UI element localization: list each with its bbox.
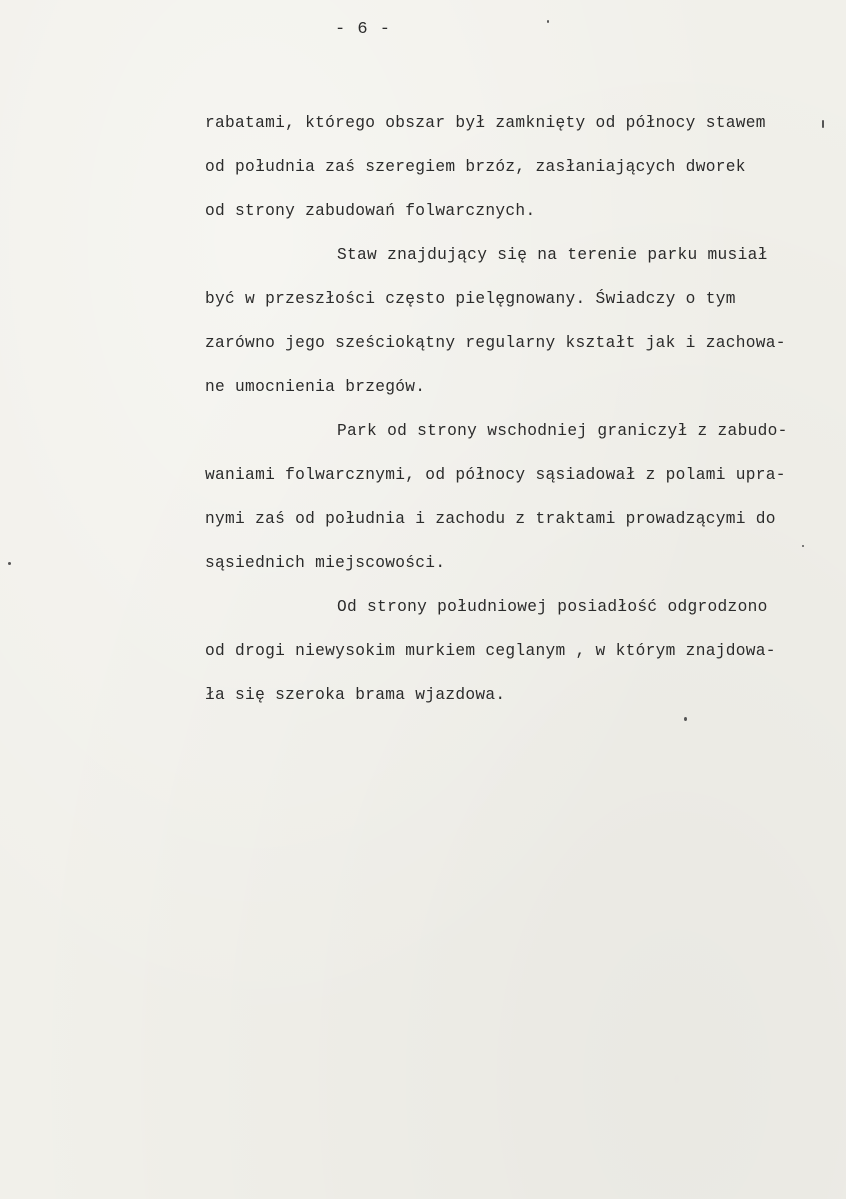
paper-speck xyxy=(547,20,549,23)
text-line: Park od strony wschodniej graniczył z zabudo- xyxy=(337,422,788,440)
text-line: rabatami, którego obszar był zamknięty od północy stawem xyxy=(205,114,766,132)
text-line: ła się szeroka brama wjazdowa. xyxy=(205,686,506,704)
text-line: zarówno jego sześciokątny regularny kształt jak i zachowa- xyxy=(205,334,786,352)
text-line: sąsiednich miejscowości. xyxy=(205,554,446,572)
paper-speck xyxy=(8,562,11,565)
text-line: od drogi niewysokim murkiem ceglanym , w którym znajdowa- xyxy=(205,642,776,660)
text-line: od strony zabudowań folwarcznych. xyxy=(205,202,536,220)
text-line: Staw znajdujący się na terenie parku musiał xyxy=(337,246,768,264)
page-number: - 6 - xyxy=(334,20,391,39)
text-line: waniami folwarcznymi, od północy sąsiadował z polami upra- xyxy=(205,466,786,484)
text-line: być w przeszłości często pielęgnowany. Świadczy o tym xyxy=(205,290,736,308)
paper-speck xyxy=(802,545,804,547)
paper-speck xyxy=(822,120,824,128)
text-line: nymi zaś od południa i zachodu z traktami prowadzącymi do xyxy=(205,510,776,528)
paper-speck xyxy=(684,717,687,721)
text-line: Od strony południowej posiadłość odgrodzono xyxy=(337,598,768,616)
text-line: ne umocnienia brzegów. xyxy=(205,378,426,396)
text-line: od południa zaś szeregiem brzóz, zasłaniających dworek xyxy=(205,158,746,176)
